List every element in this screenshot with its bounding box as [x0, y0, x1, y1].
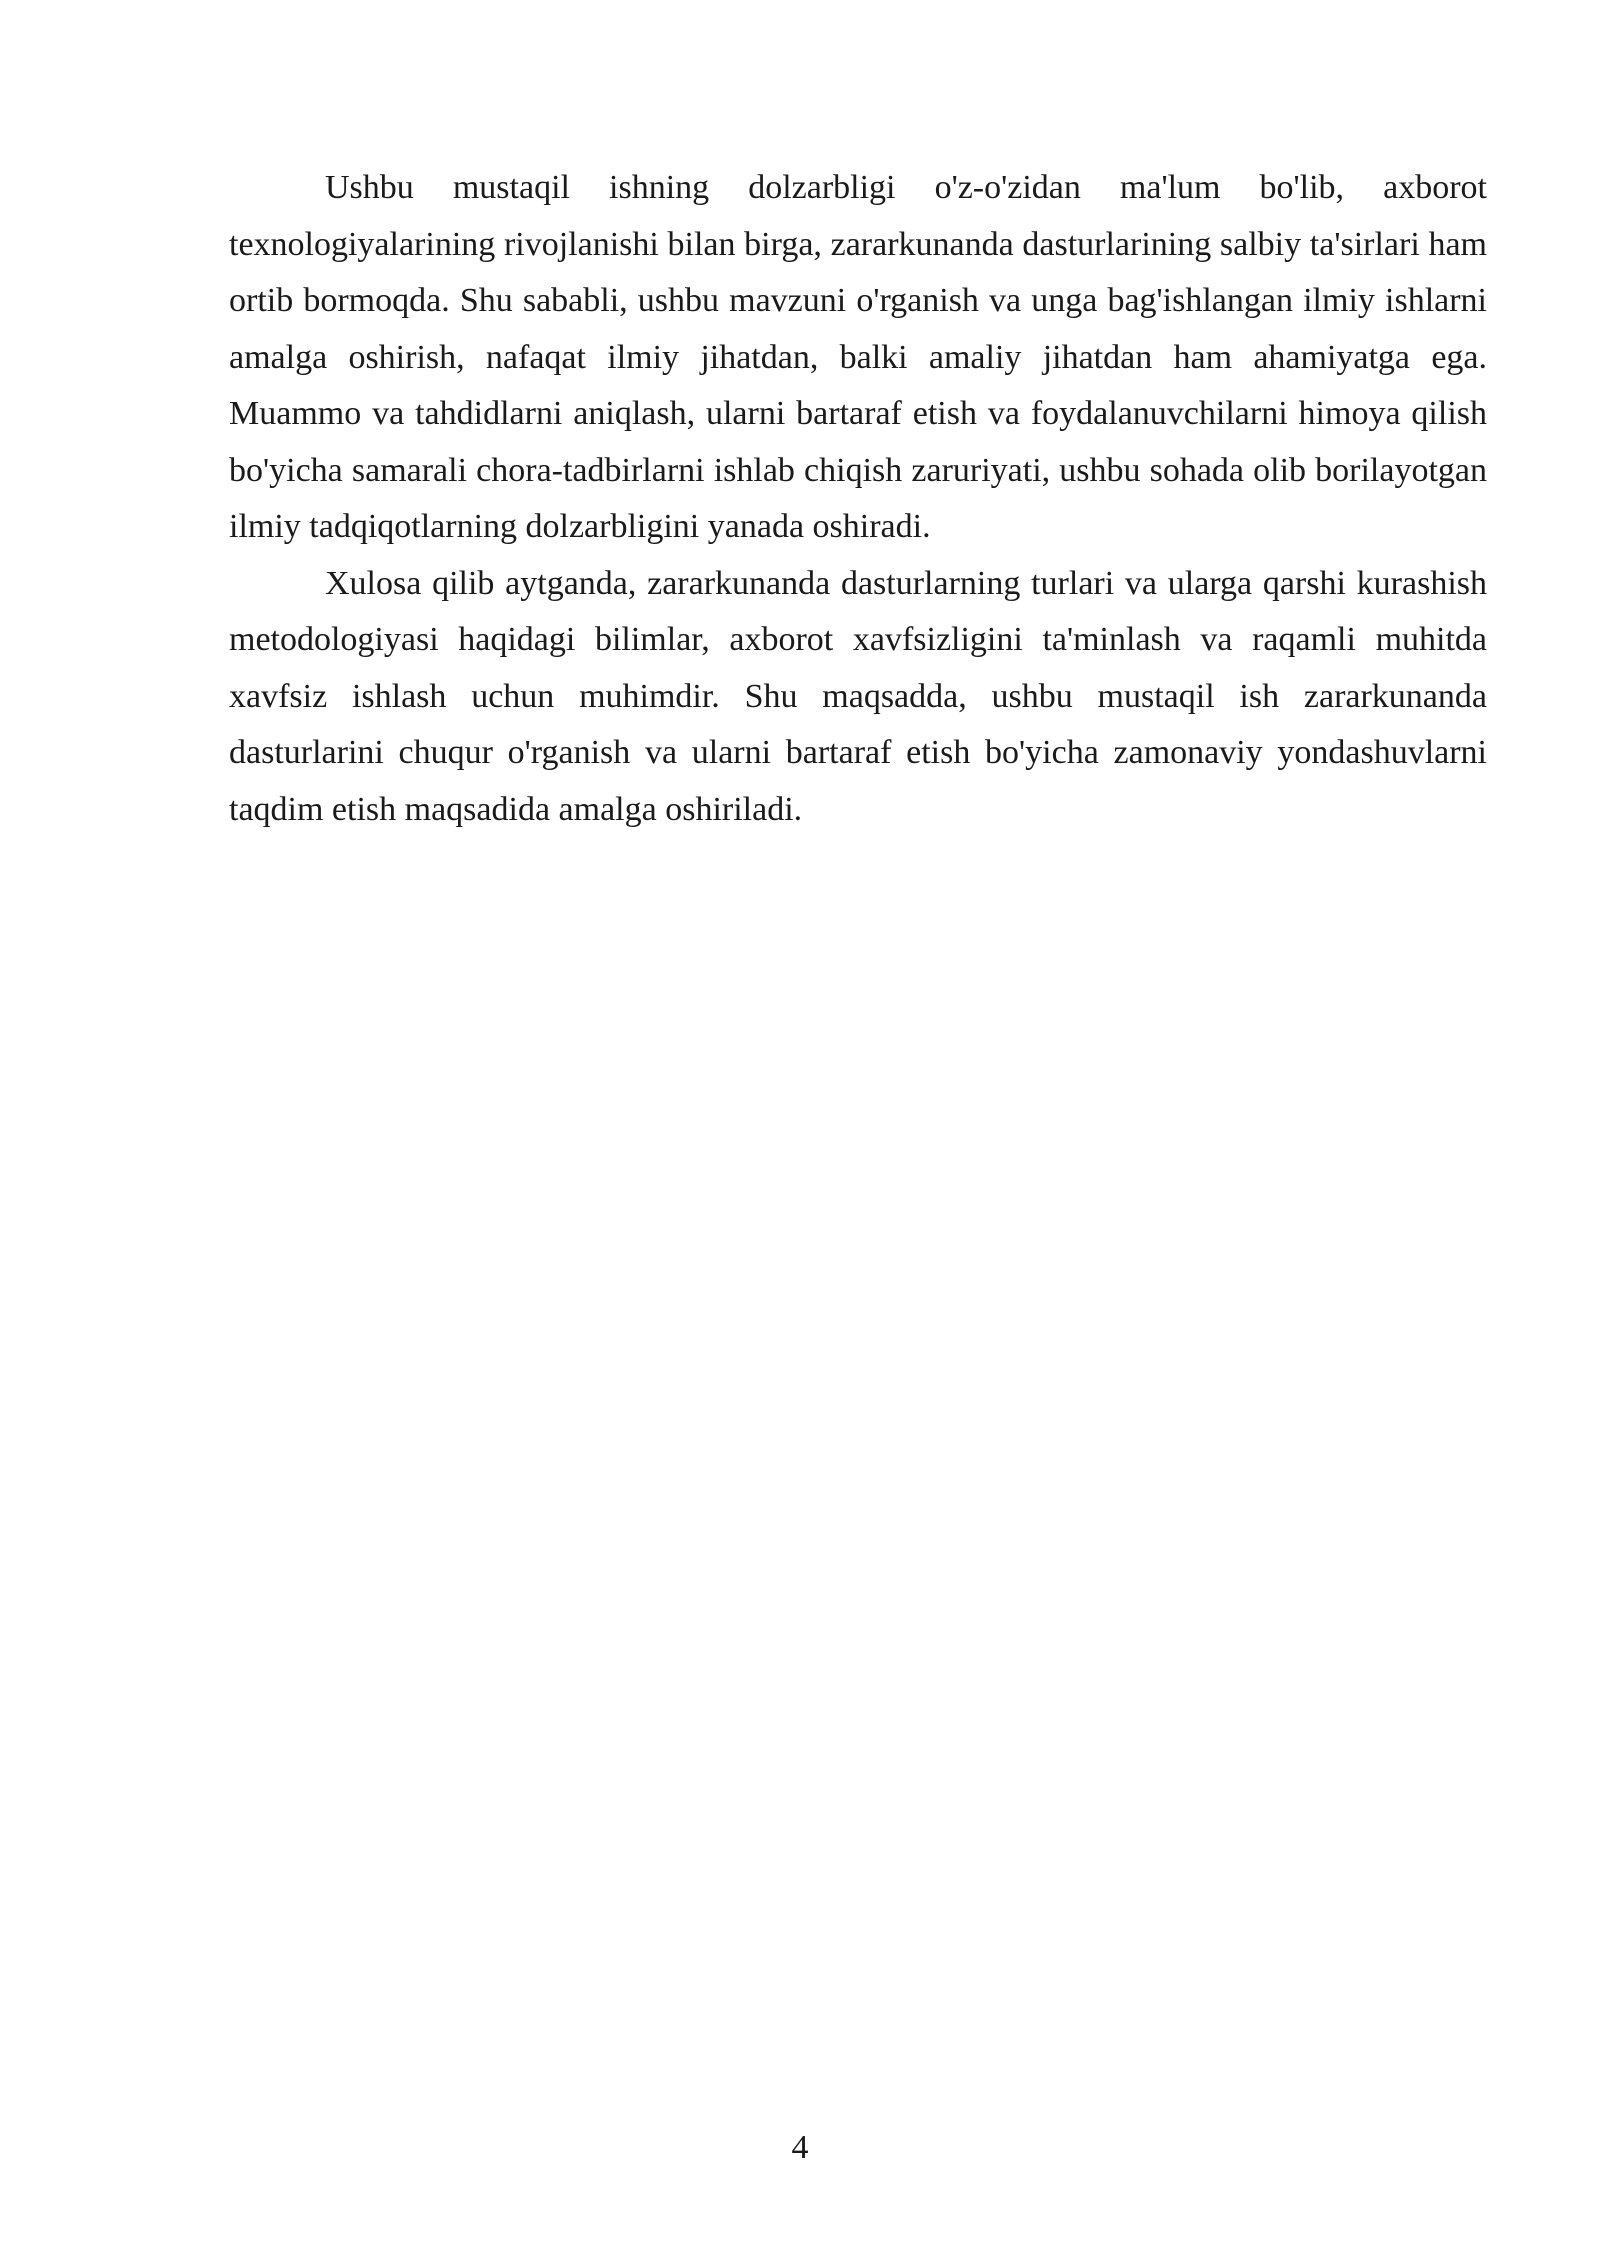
body-text [229, 160, 1487, 838]
paragraph-conclusion: Xulosa qilib aytganda, zararkunanda dasturlarning turlari va ularga qarshi kurashish metodologiyasi haqidagi bilimlar, axborot xavfsizligini ta'minlash va raqamli muhitda xavfsiz ishlash uchun muhimdir. Shu maqsadda, ushbu mustaqil ish zararkunanda dasturlarini chuqur o'rganish va ularni bartaraf etish bo'yicha zamonaviy yondashuvlarni taqdim etish maqsadida amalga oshiriladi. [229, 564, 1487, 828]
paragraph-relevance: Ushbu mustaqil ishning dolzarbligi o'z-o'zidan ma'lum bo'lib, axborot texnologiyalarining rivojlanishi bilan birga, zararkunanda dasturlarining salbiy ta'sirlari ham ortib bormoqda. Shu sababli, ushbu mavzuni o'rganish va unga bag'ishlangan ilmiy ishlarni amalga oshirish, nafaqat ilmiy jihatdan, balki amaliy jihatdan ham ahamiyatga ega. Muammo va tahdidlarni aniqlash, ularni bartaraf etish va foydalanuvchilarni himoya qilish bo'yicha samarali chora-tadbirlarni ishlab chiqish zaruriyati, ushbu sohada olib borilayotgan ilmiy tadqiqotlarning dolzarbligini yanada oshiradi. [229, 169, 1487, 545]
page-number: 4 [791, 2129, 809, 2166]
